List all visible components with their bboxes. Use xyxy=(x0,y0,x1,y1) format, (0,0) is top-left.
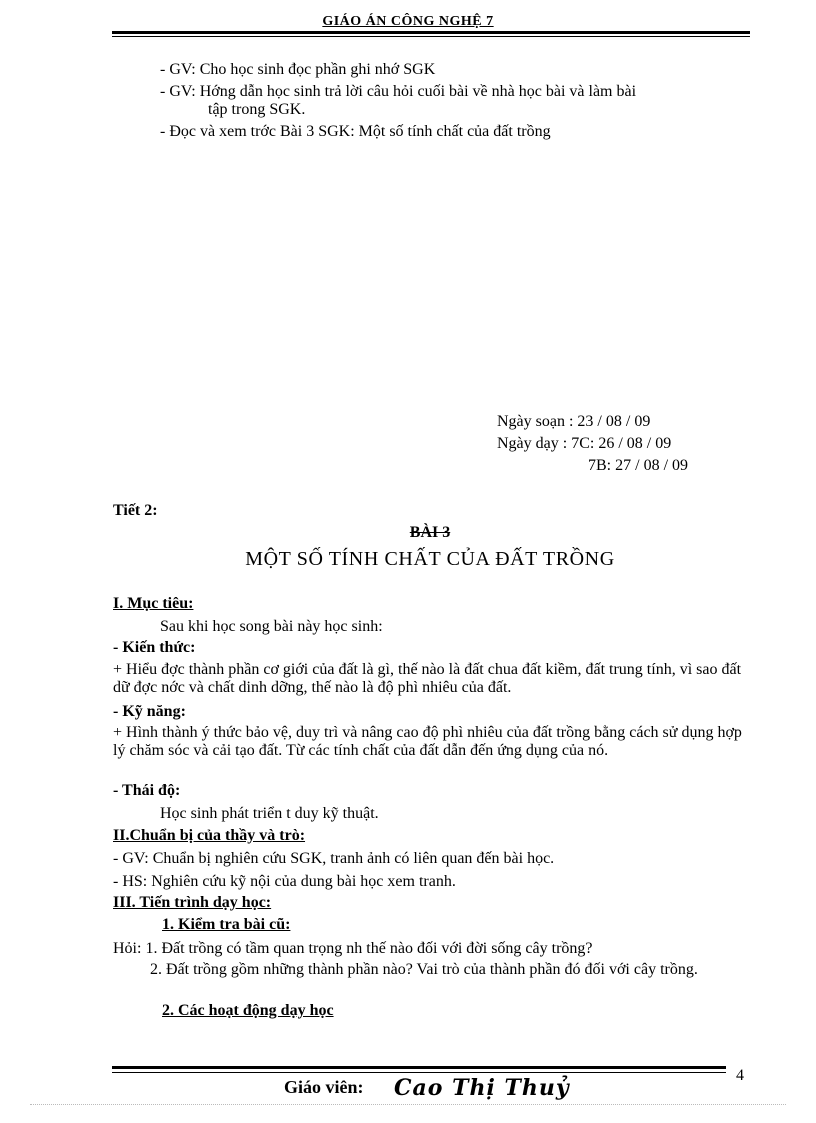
kien-thuc-label: - Kiến thức: xyxy=(113,639,196,656)
date-ngay-day: Ngày dạy : 7C: 26 / 08 / 09 xyxy=(497,435,672,452)
ky-nang-text: + Hình thành ý thức bảo vệ, duy trì và nâng cao độ phì nhiêu của đất trồng bằng cách sử dụng hợp lý chăm sóc và cải tạo đất. Từ các tính chất của đất dẫn đến ứng dụng của nó. xyxy=(113,724,742,759)
section1-intro: Sau khi học song bài này học sinh: xyxy=(160,618,383,635)
footer-rule-thin xyxy=(112,1072,726,1073)
intro-line-3: - Đọc và xem trớc Bài 3 SGK: Một số tính chất của đất trồng xyxy=(160,123,551,140)
section3-hoi2: 2. Đất trồng gồm những thành phần nào? Vai trò của thành phần đó đối với cây trồng. xyxy=(150,961,698,978)
page-bottom-dotted-line xyxy=(30,1104,786,1105)
tiet-label: Tiết 2: xyxy=(113,502,158,519)
ky-nang-label: - Kỹ năng: xyxy=(113,703,186,720)
section3-sub2: 2. Các hoạt động dạy học xyxy=(162,1002,334,1019)
lesson-number: BÀI 3 xyxy=(409,524,451,541)
teacher-signature: Cao Thị Thuỷ xyxy=(394,1075,570,1101)
page-number: 4 xyxy=(736,1067,744,1084)
section3-sub1: 1. Kiểm tra bài cũ: xyxy=(162,916,291,933)
thai-do-text: Học sinh phát triển t duy kỹ thuật. xyxy=(160,805,379,822)
lesson-title: MỘT SỐ TÍNH CHẤT CỦA ĐẤT TRỒNG xyxy=(245,548,615,570)
header-rule-thick xyxy=(112,31,750,34)
date-ngay-day-7b: 7B: 27 / 08 / 09 xyxy=(588,457,689,474)
section2-heading: II.Chuẩn bị của thầy và trò: xyxy=(113,827,306,844)
kien-thuc-text: + Hiểu đợc thành phần cơ giới của đất là gì, thế nào là đất chua đất kiềm, đất trung tính, vì sao đất dữ đợc nớc và chất dinh dỡng, thế nào là độ phì nhiêu của đất. xyxy=(113,661,742,696)
intro-line-2: - GV: Hớng dẫn học sinh trả lời câu hỏi cuối bài về nhà học bài và làm bài xyxy=(160,83,637,100)
intro-line-2-cont: tập trong SGK. xyxy=(208,101,306,118)
section3-hoi1: Hỏi: 1. Đất trồng có tầm quan trọng nh thế nào đối với đời sống cây trồng? xyxy=(113,940,593,957)
section2-gv: - GV: Chuẩn bị nghiên cứu SGK, tranh ảnh có liên quan đến bài học. xyxy=(113,850,555,867)
section3-heading: III. Tiến trình dạy học: xyxy=(113,894,272,911)
document-header-title: GIÁO ÁN CÔNG NGHỆ 7 xyxy=(322,14,494,29)
section2-hs: - HS: Nghiên cứu kỹ nội của dung bài học xem tranh. xyxy=(113,873,456,890)
thai-do-label: - Thái độ: xyxy=(113,782,181,799)
date-ngay-soan: Ngày soạn : 23 / 08 / 09 xyxy=(497,413,651,430)
footer-rule-thick xyxy=(112,1066,726,1069)
header-rule-thin xyxy=(112,36,750,37)
section1-heading: I. Mục tiêu: xyxy=(113,595,194,612)
intro-line-1: - GV: Cho học sinh đọc phần ghi nhớ SGK xyxy=(160,61,436,78)
footer-teacher-label: Giáo viên: xyxy=(284,1077,364,1097)
